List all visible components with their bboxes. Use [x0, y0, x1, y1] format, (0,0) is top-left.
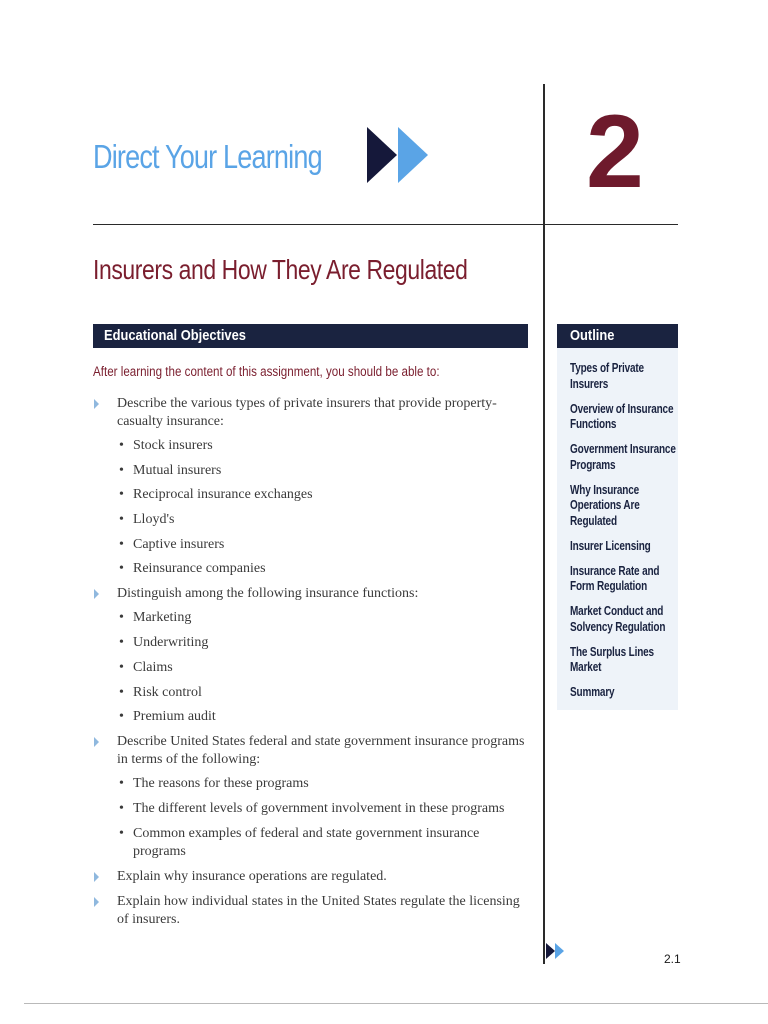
outline-item: Summary: [570, 685, 615, 699]
bullet-icon: •: [119, 800, 124, 816]
objective-subitem-text: The different levels of government involvement in these programs: [133, 800, 505, 816]
objective-subitem-text: Claims: [133, 659, 173, 675]
objective-text: Describe United States federal and state government insurance programs in terms of the following:: [117, 734, 525, 768]
objective-subitem-text: Lloyd's: [133, 512, 175, 528]
objective-item: [93, 733, 533, 860]
objective-subitem: [117, 486, 533, 504]
objective-subitem: [117, 634, 533, 652]
section-title: Direct Your Learning: [93, 138, 322, 175]
outline-item: The Surplus Lines Market: [570, 644, 654, 674]
objective-text: Describe the various types of private insurers that provide property-casualty insurance:: [117, 396, 497, 429]
objective-marker-icon: [94, 737, 99, 747]
objective-subitem: [117, 659, 533, 677]
objective-item: [93, 585, 533, 726]
outline-item: Insurance Rate and Form Regulation: [570, 563, 660, 593]
vertical-rule: [543, 84, 545, 964]
bullet-icon: •: [119, 438, 124, 453]
objective-subitem: [117, 684, 533, 702]
outline-item: Why Insurance Operations Are Regulated: [570, 482, 640, 528]
objective-text: Distinguish among the following insurance functions:: [117, 586, 419, 602]
bullet-icon: •: [119, 487, 124, 503]
bullet-icon: •: [119, 659, 124, 675]
objective-subitem-text: The reasons for these programs: [133, 776, 309, 792]
objective-subitem-text: Reciprocal insurance exchanges: [133, 487, 313, 503]
outline-item: Types of Private Insurers: [570, 361, 644, 391]
objective-sublist: [117, 437, 533, 578]
objective-text: Explain why insurance operations are regulated.: [117, 868, 387, 884]
objective-sublist: [117, 609, 533, 726]
objective-subitem-text: Premium audit: [133, 709, 216, 725]
outline-list: [570, 361, 690, 710]
objectives-heading: Educational Objectives: [104, 327, 246, 344]
objective-subitem-text: Underwriting: [133, 635, 209, 651]
outline-item: Government Insurance Programs: [570, 442, 676, 472]
objective-subitem: [117, 560, 533, 578]
objective-subitem: [117, 775, 533, 793]
objective-item: [93, 868, 533, 886]
objective-marker-icon: [94, 872, 99, 882]
bullet-icon: •: [119, 825, 124, 841]
assignment-title: Insurers and How They Are Regulated: [93, 254, 468, 285]
outline-item: Insurer Licensing: [570, 538, 651, 553]
bullet-icon: •: [119, 512, 124, 528]
bullet-icon: •: [119, 536, 124, 552]
bullet-icon: •: [119, 462, 124, 478]
objective-item: [93, 893, 533, 929]
bullet-icon: •: [119, 684, 124, 700]
objectives-list: [93, 395, 533, 936]
outline-item: Market Conduct and Solvency Regulation: [570, 604, 666, 634]
bullet-icon: •: [119, 709, 124, 725]
horizontal-rule: [93, 224, 678, 225]
objective-subitem-text: Mutual insurers: [133, 462, 222, 478]
objective-subitem-text: Stock insurers: [133, 438, 213, 453]
objective-subitem: [117, 800, 533, 818]
footer-chevron-icon: [545, 940, 567, 967]
objective-subitem-text: Reinsurance companies: [133, 561, 266, 577]
outline-item: Overview of Insurance Functions: [570, 401, 674, 431]
bullet-icon: •: [119, 635, 124, 651]
objective-subitem-text: Common examples of federal and state government insurance programs: [133, 825, 480, 859]
page-edge: [24, 1003, 768, 1004]
outline-heading: Outline: [570, 327, 615, 344]
objective-sublist: [117, 775, 533, 860]
objective-item: [93, 395, 533, 578]
objective-subitem: [117, 708, 533, 726]
double-chevron-right-icon: [365, 125, 429, 190]
objective-marker-icon: [94, 897, 99, 907]
objective-subitem: [117, 609, 533, 627]
outline-panel: [557, 348, 678, 710]
chapter-number: 2: [586, 94, 644, 210]
objective-subitem: [117, 536, 533, 554]
objective-marker-icon: [94, 589, 99, 599]
bullet-icon: •: [119, 610, 124, 626]
bullet-icon: •: [119, 561, 124, 577]
objective-subitem-text: Captive insurers: [133, 536, 225, 552]
objective-subitem: [117, 511, 533, 529]
objective-subitem-text: Risk control: [133, 684, 202, 700]
objective-text: Explain how individual states in the United States regulate the licensing of insurers.: [117, 893, 520, 927]
objective-subitem: [117, 437, 533, 455]
objective-marker-icon: [94, 399, 99, 409]
objectives-heading-bar: [93, 324, 528, 348]
outline-heading-bar: [557, 324, 678, 348]
objective-subitem-text: Marketing: [133, 610, 192, 626]
objectives-intro: After learning the content of this assignment, you should be able to:: [93, 364, 440, 379]
objective-subitem: [117, 462, 533, 480]
page-number: 2.1: [664, 952, 681, 966]
objective-subitem: [117, 825, 533, 861]
bullet-icon: •: [119, 776, 124, 792]
